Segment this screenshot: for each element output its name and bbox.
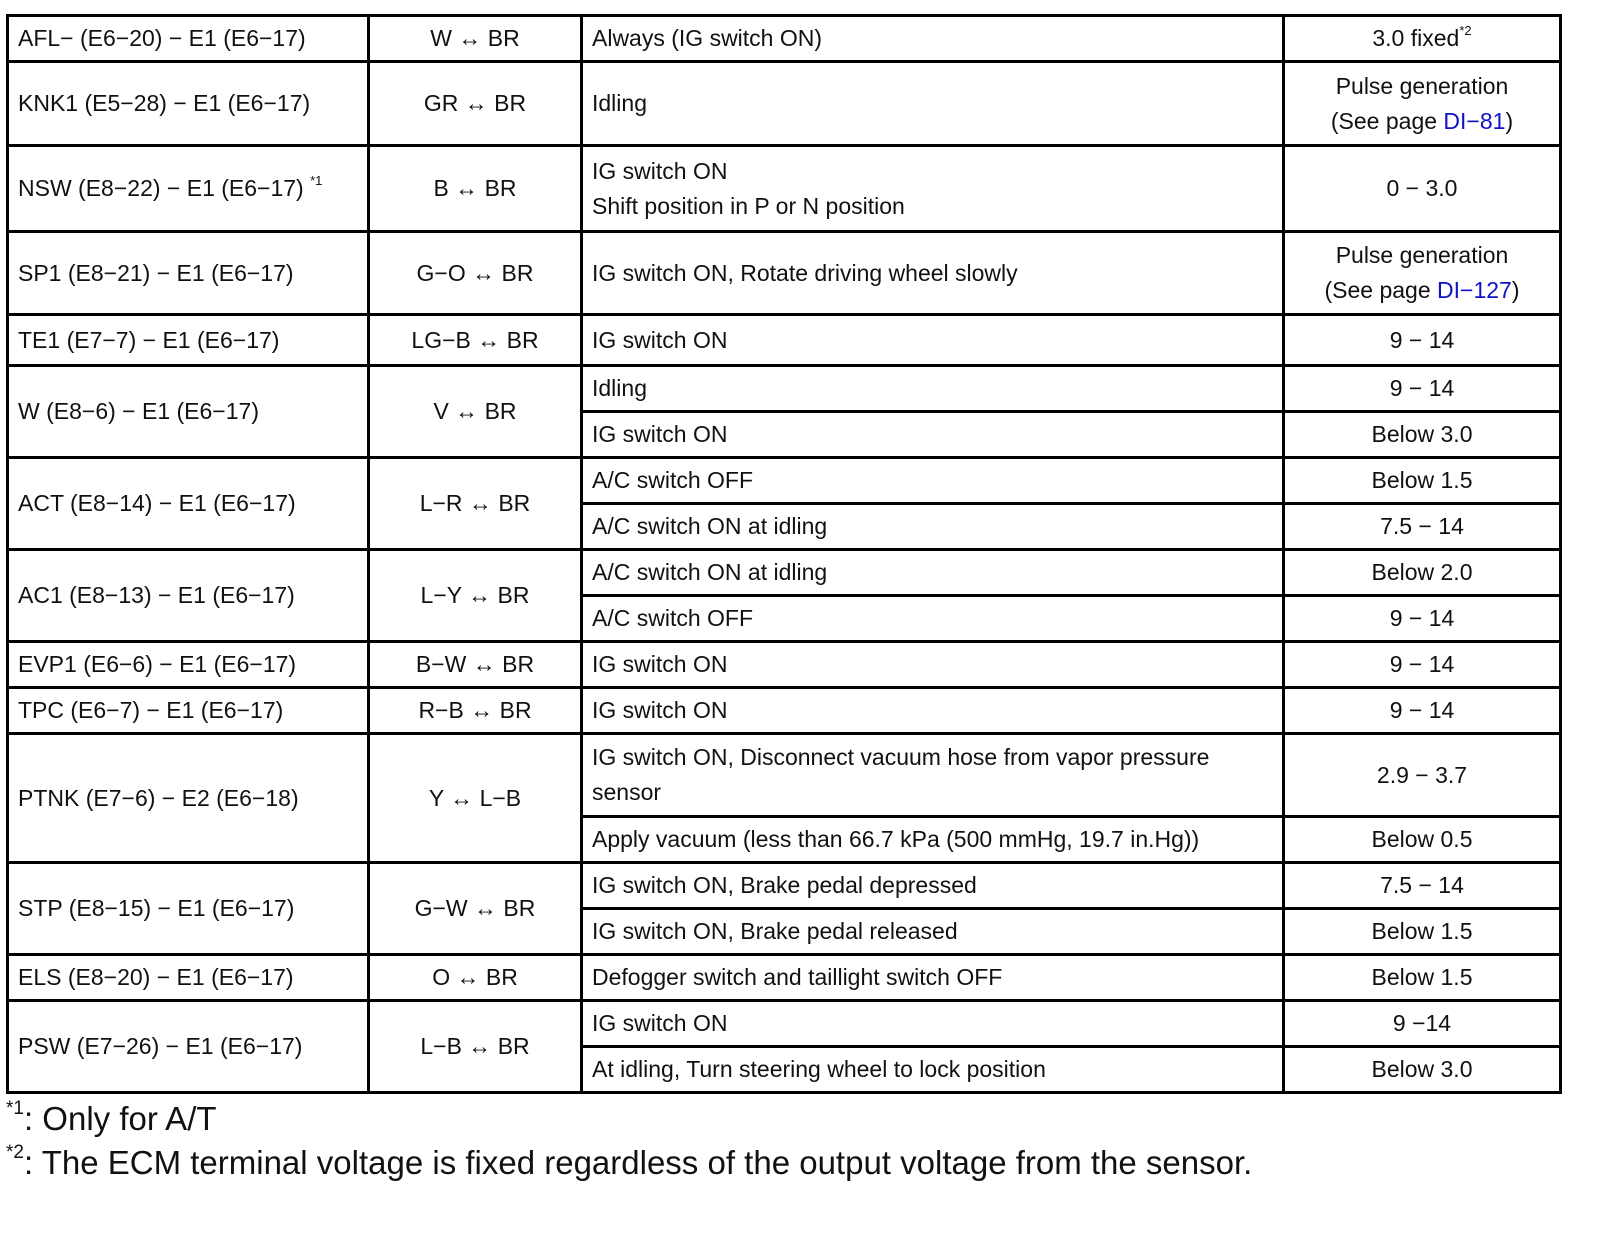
value-cell: Below 1.5 — [1284, 955, 1561, 1001]
page-reference-suffix: ) — [1505, 107, 1514, 134]
page-link[interactable]: DI−127 — [1437, 277, 1512, 303]
condition-cell: IG switch ON — [582, 412, 1284, 458]
terminal-cell: EVP1 (E6−6) − E1 (E6−17) — [8, 642, 369, 688]
value-cell: Below 0.5 — [1284, 817, 1561, 863]
condition-cell: Defogger switch and taillight switch OFF — [582, 955, 1284, 1001]
terminal-text: NSW (E8−22) − E1 (E6−17) — [18, 175, 311, 201]
table-row — [8, 232, 1561, 315]
value-line: Pulse generation — [1335, 72, 1509, 99]
page-reference — [1294, 273, 1550, 308]
condition-cell: IG switch ON, Brake pedal released — [582, 909, 1284, 955]
table-row — [8, 458, 1561, 504]
condition-cell: Idling — [582, 366, 1284, 412]
footnote-mark: *2 — [6, 1142, 24, 1163]
condition-cell: IG switch ON — [582, 642, 1284, 688]
value-cell: 9 − 14 — [1284, 315, 1561, 366]
wiring-cell: L−R ↔ BR — [369, 458, 582, 550]
value-cell: 9 − 14 — [1284, 596, 1561, 642]
value-cell: 9 − 14 — [1284, 366, 1561, 412]
wiring-cell: Y ↔ L−B — [369, 734, 582, 863]
value-cell: 2.9 − 3.7 — [1284, 734, 1561, 817]
terminal-cell: PSW (E7−26) − E1 (E6−17) — [8, 1001, 369, 1093]
value-cell: Below 3.0 — [1284, 412, 1561, 458]
table-row — [8, 146, 1561, 232]
footnote — [6, 1097, 1252, 1141]
terminal-cell: AFL− (E6−20) − E1 (E6−17) — [8, 16, 369, 62]
wiring-cell: G−W ↔ BR — [369, 863, 582, 955]
table-row — [8, 955, 1561, 1001]
value-cell: 9 − 14 — [1284, 688, 1561, 734]
wiring-cell: L−B ↔ BR — [369, 1001, 582, 1093]
value-cell: 9 −14 — [1284, 1001, 1561, 1047]
page-link[interactable]: DI−81 — [1443, 107, 1506, 134]
terminal-voltage-table — [6, 14, 1562, 1094]
table-row — [8, 62, 1561, 146]
page-reference-suffix: ) — [1511, 277, 1520, 303]
footnote-text: : The ECM terminal voltage is fixed regardless of the output voltage from the sensor. — [23, 1144, 1253, 1181]
condition-cell: IG switch ON, Rotate driving wheel slowly — [582, 232, 1284, 315]
wiring-cell: V ↔ BR — [369, 366, 582, 458]
terminal-cell: TE1 (E7−7) − E1 (E6−17) — [8, 315, 369, 366]
table-row — [8, 688, 1561, 734]
footnote — [6, 1141, 1252, 1185]
terminal-cell: TPC (E6−7) − E1 (E6−17) — [8, 688, 369, 734]
condition-cell: IG switch ON, Brake pedal depressed — [582, 863, 1284, 909]
value-text: 3.0 fixed — [1372, 25, 1460, 51]
condition-cell: A/C switch ON at idling — [582, 504, 1284, 550]
condition-cell: A/C switch ON at idling — [582, 550, 1284, 596]
footnote-mark: *1 — [6, 1098, 24, 1119]
condition-cell: Always (IG switch ON) — [582, 16, 1284, 62]
wiring-cell: R−B ↔ BR — [369, 688, 582, 734]
value-cell: 7.5 − 14 — [1284, 504, 1561, 550]
terminal-cell: PTNK (E7−6) − E2 (E6−18) — [8, 734, 369, 863]
wiring-cell: G−O ↔ BR — [369, 232, 582, 315]
footnote-mark: *1 — [310, 173, 323, 189]
terminal-cell: W (E8−6) − E1 (E6−17) — [8, 366, 369, 458]
wiring-cell: LG−B ↔ BR — [369, 315, 582, 366]
value-cell: Below 1.5 — [1284, 909, 1561, 955]
page-reference — [1294, 104, 1550, 139]
value-cell — [1284, 232, 1561, 315]
wiring-cell: L−Y ↔ BR — [369, 550, 582, 642]
page-reference-prefix: (See page — [1324, 277, 1438, 303]
condition-cell: At idling, Turn steering wheel to lock position — [582, 1047, 1284, 1093]
value-line: Pulse generation — [1335, 242, 1509, 268]
condition-cell: IG switch ON — [582, 1001, 1284, 1047]
condition-cell: IG switch ON, Disconnect vacuum hose from vapor pressure sensor — [582, 734, 1284, 817]
wiring-cell: O ↔ BR — [369, 955, 582, 1001]
table-row — [8, 863, 1561, 909]
condition-cell: Apply vacuum (less than 66.7 kPa (500 mmHg, 19.7 in.Hg)) — [582, 817, 1284, 863]
value-cell: 7.5 − 14 — [1284, 863, 1561, 909]
value-cell: Below 3.0 — [1284, 1047, 1561, 1093]
table-row — [8, 366, 1561, 412]
condition-cell: IG switch ON — [582, 315, 1284, 366]
wiring-cell: GR ↔ BR — [369, 62, 582, 146]
condition-line: Shift position in P or N position — [592, 192, 905, 219]
terminal-cell: ACT (E8−14) − E1 (E6−17) — [8, 458, 369, 550]
table-row — [8, 315, 1561, 366]
value-cell — [1284, 16, 1561, 62]
table-row — [8, 1001, 1561, 1047]
value-cell: 0 − 3.0 — [1284, 146, 1561, 232]
table-row — [8, 550, 1561, 596]
value-cell: 9 − 14 — [1284, 642, 1561, 688]
condition-cell: A/C switch OFF — [582, 458, 1284, 504]
terminal-cell: ELS (E8−20) − E1 (E6−17) — [8, 955, 369, 1001]
terminal-cell: STP (E8−15) − E1 (E6−17) — [8, 863, 369, 955]
table-row — [8, 642, 1561, 688]
value-cell: Below 1.5 — [1284, 458, 1561, 504]
wiring-cell: B ↔ BR — [369, 146, 582, 232]
footnotes — [6, 1097, 1252, 1185]
wiring-cell: W ↔ BR — [369, 16, 582, 62]
condition-cell — [582, 146, 1284, 232]
page-reference-prefix: (See page — [1330, 107, 1444, 134]
terminal-cell: AC1 (E8−13) − E1 (E6−17) — [8, 550, 369, 642]
condition-line: IG switch ON — [592, 157, 728, 184]
terminal-cell: KNK1 (E5−28) − E1 (E6−17) — [8, 62, 369, 146]
value-cell: Below 2.0 — [1284, 550, 1561, 596]
footnote-text: : Only for A/T — [23, 1100, 217, 1137]
condition-cell: IG switch ON — [582, 688, 1284, 734]
condition-cell: Idling — [582, 62, 1284, 146]
wiring-cell: B−W ↔ BR — [369, 642, 582, 688]
terminal-cell — [8, 146, 369, 232]
condition-cell: A/C switch OFF — [582, 596, 1284, 642]
terminal-cell: SP1 (E8−21) − E1 (E6−17) — [8, 232, 369, 315]
value-cell — [1284, 62, 1561, 146]
footnote-mark: *2 — [1459, 23, 1472, 39]
table-row — [8, 734, 1561, 817]
table-row — [8, 16, 1561, 62]
